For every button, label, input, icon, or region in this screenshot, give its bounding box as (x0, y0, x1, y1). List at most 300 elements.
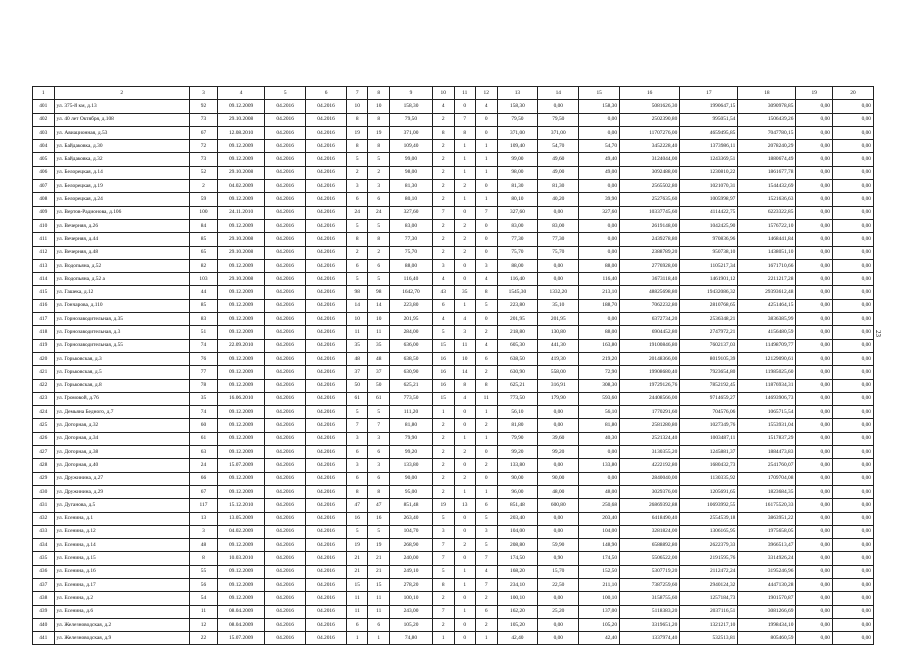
table-cell: 04.2016 (306, 565, 347, 578)
table-cell: 09.12.2009 (217, 432, 264, 445)
table-cell: 13 (454, 499, 476, 512)
table-cell: 7062232,80 (620, 299, 680, 312)
table-cell: 2439278,80 (620, 233, 680, 246)
table-cell: 1 (454, 153, 476, 166)
table-cell: 0,00 (796, 339, 833, 352)
table-cell: 105,20 (497, 618, 538, 631)
table-cell: 61 (346, 392, 368, 405)
table-cell: 3 (190, 525, 218, 538)
table-cell: ул. Белорецкая, д.19 (54, 180, 190, 193)
table-cell: 04.2016 (265, 219, 306, 232)
table-cell: 0,00 (832, 472, 873, 485)
table-cell: 371,00 (389, 126, 432, 139)
table-cell: 35 (454, 286, 476, 299)
table-cell: 5 (476, 512, 498, 525)
table-cell: 56,10 (497, 406, 538, 419)
table-cell: 308,30 (579, 379, 620, 392)
table-cell: 10.03.2010 (217, 552, 264, 565)
table-cell: ул. Демьяна Бедного, д.7 (54, 406, 190, 419)
table-cell: 0,00 (832, 193, 873, 206)
table-cell: 439 (33, 605, 55, 618)
table-cell: 429 (33, 472, 55, 485)
table-cell: ул. Вечерняя, д.44 (54, 233, 190, 246)
table-cell: 0,00 (832, 219, 873, 232)
table-cell: 8 (476, 379, 498, 392)
table-cell: 77,30 (538, 233, 579, 246)
table-cell: 09.12.2009 (217, 379, 264, 392)
table-cell: 09.12.2009 (217, 485, 264, 498)
table-cell: 416 (33, 299, 55, 312)
table-cell: 0,00 (538, 419, 579, 432)
table-cell: 1671710,66 (738, 259, 796, 272)
table-row (33, 153, 874, 166)
table-cell: 1506439,26 (738, 113, 796, 126)
table-cell: 203,40 (497, 512, 538, 525)
table-cell: 09.12.2009 (217, 565, 264, 578)
table-cell: 79,50 (389, 113, 432, 126)
table-cell: 3090978,85 (738, 100, 796, 113)
table-cell: 437 (33, 578, 55, 591)
table-cell: 55 (190, 565, 218, 578)
table-cell: 1230810,22 (680, 166, 738, 179)
table-cell: 2 (433, 618, 455, 631)
table-cell: 09.12.2009 (217, 472, 264, 485)
column-header: 16 (620, 87, 680, 100)
table-cell: 2 (454, 219, 476, 232)
table-cell: 1901570,87 (738, 592, 796, 605)
table-cell: 0,00 (796, 180, 833, 193)
table-cell: 2 (433, 140, 455, 153)
table-cell: 415 (33, 286, 55, 299)
column-header: 12 (476, 87, 498, 100)
table-cell: 1 (368, 632, 390, 645)
table-cell: 408 (33, 193, 55, 206)
table-cell: 19 (346, 126, 368, 139)
table-cell: 1 (346, 632, 368, 645)
table-row (33, 206, 874, 219)
table-cell: 404 (33, 140, 55, 153)
table-cell: 413 (33, 259, 55, 272)
table-cell: 6 (368, 618, 390, 631)
table-cell: 09.12.2009 (217, 592, 264, 605)
table-cell: 0 (454, 406, 476, 419)
table-cell: 0,00 (796, 206, 833, 219)
table-cell: 1003487,11 (680, 432, 738, 445)
table-row (33, 352, 874, 365)
table-cell: 4 (433, 100, 455, 113)
table-cell: 425 (33, 419, 55, 432)
table-cell: 2527635,60 (620, 193, 680, 206)
table-cell: 1680432,73 (680, 459, 738, 472)
table-cell: 0,00 (538, 206, 579, 219)
table-cell: 2747972,21 (680, 326, 738, 339)
table-cell: 04.2016 (306, 406, 347, 419)
table-cell: 0,00 (796, 233, 833, 246)
table-cell: 0,00 (832, 459, 873, 472)
table-cell: 2 (476, 618, 498, 631)
table-cell: 438 (33, 592, 55, 605)
table-cell: 04.2016 (265, 126, 306, 139)
table-cell: 0 (476, 246, 498, 259)
table-cell: 19729126,76 (620, 379, 680, 392)
table-cell: 208,80 (497, 539, 538, 552)
table-cell: 6588892,80 (620, 539, 680, 552)
table-cell: 2 (433, 113, 455, 126)
table-row (33, 286, 874, 299)
table-cell: ул. Дуганова, д.5 (54, 499, 190, 512)
table-cell: 158,30 (497, 100, 538, 113)
table-cell: 8 (368, 113, 390, 126)
table-cell: 52 (190, 166, 218, 179)
table-row (33, 432, 874, 445)
table-cell: 15 (433, 392, 455, 405)
table-cell: 0,00 (796, 539, 833, 552)
table-cell: 1306165,95 (680, 525, 738, 538)
table-cell: 1 (433, 406, 455, 419)
table-row (33, 618, 874, 631)
table-cell: 09.12.2009 (217, 352, 264, 365)
table-cell: 11985025,60 (738, 366, 796, 379)
table-cell: 04.2016 (306, 379, 347, 392)
table-row (33, 605, 874, 618)
table-cell: ул. Гончарова, д.110 (54, 299, 190, 312)
table-cell: 3 (433, 525, 455, 538)
table-cell: ул. Вертов-Радионова, д.106 (54, 206, 190, 219)
table-cell: 4 (454, 392, 476, 405)
column-header: 17 (680, 87, 738, 100)
table-cell: 371,00 (538, 126, 579, 139)
table-cell: 04.2016 (306, 632, 347, 645)
table-cell: 411 (33, 233, 55, 246)
table-cell: 83,00 (538, 219, 579, 232)
table-cell: 7 (433, 206, 455, 219)
table-cell: 0 (454, 632, 476, 645)
table-cell: 04.2016 (306, 100, 347, 113)
table-cell: 98,00 (389, 166, 432, 179)
table-cell: 223,80 (389, 299, 432, 312)
table-cell: 15 (433, 339, 455, 352)
table-cell: 0 (454, 100, 476, 113)
table-cell: 67 (190, 485, 218, 498)
table-cell: 213,10 (579, 286, 620, 299)
table-cell: 532513,81 (680, 632, 738, 645)
table-cell: 0 (476, 180, 498, 193)
table-cell: 25,20 (538, 605, 579, 618)
table-cell: 67 (190, 126, 218, 139)
table-cell: 0,00 (832, 485, 873, 498)
table-cell: 14 (454, 366, 476, 379)
table-cell: 3 (346, 459, 368, 472)
table-cell: 636,00 (389, 339, 432, 352)
table-cell: 47 (346, 499, 368, 512)
table-cell: 316,91 (538, 379, 579, 392)
table-cell: 0,00 (796, 126, 833, 139)
table-cell: 5 (368, 525, 390, 538)
table-cell: 5 (476, 299, 498, 312)
table-row (33, 140, 874, 153)
table-cell: 04.2016 (306, 618, 347, 631)
table-cell: 04.2016 (306, 166, 347, 179)
table-cell: 2 (190, 180, 218, 193)
data-table (32, 86, 874, 645)
table-cell: 263,40 (389, 512, 432, 525)
table-cell: 04.2016 (265, 565, 306, 578)
table-cell: 04.2016 (265, 366, 306, 379)
table-cell: 92 (190, 100, 218, 113)
table-cell: 8 (368, 233, 390, 246)
table-cell: 19 (368, 539, 390, 552)
table-cell: 424 (33, 406, 55, 419)
table-cell: 0,00 (538, 273, 579, 286)
table-cell: 0,00 (832, 113, 873, 126)
table-cell: 0,00 (796, 512, 833, 525)
table-cell: 24.11.2010 (217, 206, 264, 219)
table-cell: 10 (346, 100, 368, 113)
table-cell: 638,50 (389, 352, 432, 365)
table-cell: 0,00 (796, 432, 833, 445)
table-cell: 0 (476, 313, 498, 326)
table-cell: 163,80 (579, 339, 620, 352)
table-cell: 152,50 (579, 565, 620, 578)
table-cell: 7 (433, 552, 455, 565)
table-cell: 50 (346, 379, 368, 392)
table-cell: 90,00 (389, 472, 432, 485)
table-row (33, 113, 874, 126)
table-cell: 240,00 (389, 552, 432, 565)
table-cell: 6 (368, 259, 390, 272)
table-cell: 20148366,00 (620, 352, 680, 365)
table-cell: 5 (368, 153, 390, 166)
table-cell: 09.12.2009 (217, 286, 264, 299)
table-cell: 851,48 (389, 499, 432, 512)
table-cell: 100 (190, 206, 218, 219)
table-cell: 2 (454, 446, 476, 459)
table-cell: 19 (433, 499, 455, 512)
table-cell: 11 (346, 592, 368, 605)
table-cell: 2388789,20 (620, 246, 680, 259)
table-cell: 09.12.2009 (217, 326, 264, 339)
table-cell: 0,00 (796, 166, 833, 179)
column-header: 3 (190, 87, 218, 100)
table-cell: 04.2016 (306, 352, 347, 365)
table-cell: 0,00 (796, 193, 833, 206)
table-cell: 22.09.2010 (217, 339, 264, 352)
table-cell: 79,50 (538, 113, 579, 126)
table-cell: 5506522,00 (620, 552, 680, 565)
table-cell: 433 (33, 525, 55, 538)
table-cell: 558,00 (538, 366, 579, 379)
table-cell: 2541760,07 (738, 459, 796, 472)
table-cell: 5 (368, 273, 390, 286)
table-cell: 0,00 (538, 406, 579, 419)
table-cell: 04.2016 (306, 326, 347, 339)
table-cell: 0,00 (796, 446, 833, 459)
table-cell: 35 (346, 339, 368, 352)
table-cell: 3966513,47 (738, 539, 796, 552)
table-cell: 1 (454, 193, 476, 206)
table-cell: 7 (476, 578, 498, 591)
table-cell: 48 (368, 352, 390, 365)
table-cell: 08.04.2009 (217, 618, 264, 631)
table-cell: 0,00 (832, 565, 873, 578)
table-row (33, 259, 874, 272)
table-cell: 5 (346, 153, 368, 166)
table-header-row (33, 87, 874, 100)
table-cell: 19 (368, 126, 390, 139)
table-cell: 78 (190, 379, 218, 392)
table-cell: 6 (346, 193, 368, 206)
table-cell: 0,00 (796, 578, 833, 591)
table-cell: 8 (368, 140, 390, 153)
table-cell: 105,20 (579, 618, 620, 631)
table-cell: 19432086,32 (680, 286, 738, 299)
table-cell: 0,00 (832, 246, 873, 259)
table-cell: ул. Железноводская, д.9 (54, 632, 190, 645)
table-cell: 1990647,15 (680, 100, 738, 113)
table-cell: 4659495,85 (680, 126, 738, 139)
table-cell: 1021070,31 (680, 180, 738, 193)
table-cell: 04.2016 (265, 552, 306, 565)
table-cell: 638,50 (497, 352, 538, 365)
table-cell: 8 (454, 126, 476, 139)
table-cell: 04.2016 (306, 578, 347, 591)
table-row (33, 499, 874, 512)
table-cell: 04.2016 (306, 485, 347, 498)
table-cell: 0,00 (796, 472, 833, 485)
table-cell: ул. Авиационная, д.53 (54, 126, 190, 139)
table-cell: 2521324,40 (620, 432, 680, 445)
table-cell: 04.2016 (306, 432, 347, 445)
table-cell: 1861677,78 (738, 166, 796, 179)
table-cell: 3452228,40 (620, 140, 680, 153)
table-cell: 13.05.2009 (217, 512, 264, 525)
table-cell: 85 (190, 233, 218, 246)
table-cell: 1105217,34 (680, 259, 738, 272)
table-cell: 6 (368, 193, 390, 206)
table-cell: 88,00 (497, 259, 538, 272)
table-cell: 04.2016 (306, 273, 347, 286)
table-cell: 116,40 (579, 273, 620, 286)
table-cell: 1521636,63 (738, 193, 796, 206)
table-cell: 2502390,80 (620, 113, 680, 126)
table-cell: 1438051,10 (738, 246, 796, 259)
table-cell: ул. 375-й км, д.13 (54, 100, 190, 113)
table-cell: 5307719,20 (620, 565, 680, 578)
table-cell: 83 (190, 313, 218, 326)
table-cell: 16.06.2010 (217, 392, 264, 405)
table-cell: 37 (368, 366, 390, 379)
table-cell: 0,00 (832, 259, 873, 272)
table-cell: 66 (190, 472, 218, 485)
table-cell: 0,00 (832, 100, 873, 113)
table-row (33, 406, 874, 419)
table-cell: 04.2016 (306, 459, 347, 472)
table-cell: 42,40 (497, 632, 538, 645)
table-cell: 203,40 (579, 512, 620, 525)
table-cell: 04.2016 (306, 113, 347, 126)
table-cell: 10693992,55 (680, 499, 738, 512)
table-cell: 148,90 (579, 539, 620, 552)
table-cell: 74 (190, 339, 218, 352)
table-cell: 29.10.2008 (217, 166, 264, 179)
table-cell: 4447130,28 (738, 578, 796, 591)
table-cell: 04.2016 (265, 313, 306, 326)
table-cell: 82 (190, 259, 218, 272)
table-cell: 0,00 (796, 366, 833, 379)
table-cell: 250,68 (579, 499, 620, 512)
table-cell: 431 (33, 499, 55, 512)
table-cell: 0,00 (796, 273, 833, 286)
table-cell: 2078240,29 (738, 140, 796, 153)
table-cell: 133,80 (579, 459, 620, 472)
table-cell: 95,00 (389, 485, 432, 498)
column-header: 18 (738, 87, 796, 100)
table-cell: 3124044,00 (620, 153, 680, 166)
table-cell: 0 (476, 472, 498, 485)
table-cell: 5 (433, 565, 455, 578)
table-cell: 6 (346, 618, 368, 631)
table-cell: 1 (476, 406, 498, 419)
table-cell: 21 (346, 552, 368, 565)
table-cell: ул. Доторная, д.32 (54, 419, 190, 432)
table-row (33, 126, 874, 139)
table-cell: 04.2016 (265, 592, 306, 605)
table-cell: 49,40 (579, 153, 620, 166)
table-cell: 109,40 (497, 140, 538, 153)
table-cell: 12 (190, 618, 218, 631)
table-cell: 4156480,59 (738, 326, 796, 339)
table-cell: ул. Есенина, д.12 (54, 525, 190, 538)
table-cell: 73 (190, 153, 218, 166)
table-cell: 0,00 (796, 419, 833, 432)
table-cell: 90,00 (538, 472, 579, 485)
table-cell: 417 (33, 313, 55, 326)
table-cell: 3195246,96 (738, 565, 796, 578)
table-cell: 04.2016 (306, 219, 347, 232)
table-cell: 48 (190, 539, 218, 552)
table-cell: 5 (433, 512, 455, 525)
column-header: 11 (454, 87, 476, 100)
table-cell: 21 (368, 552, 390, 565)
table-cell: 201,95 (497, 313, 538, 326)
column-header: 15 (579, 87, 620, 100)
table-cell: 0,00 (832, 379, 873, 392)
table-cell: 1 (433, 632, 455, 645)
table-cell: 09.12.2009 (217, 219, 264, 232)
table-cell: 04.2016 (265, 273, 306, 286)
table-cell: 6223322,85 (738, 206, 796, 219)
table-cell: 625,21 (497, 379, 538, 392)
column-header: 5 (265, 87, 306, 100)
column-header: 8 (368, 87, 390, 100)
table-cell: 10 (368, 313, 390, 326)
table-cell: 0,00 (796, 246, 833, 259)
table-cell: 16 (433, 379, 455, 392)
table-cell: 43 (433, 286, 455, 299)
table-cell: 04.2016 (306, 499, 347, 512)
table-cell: 39,60 (538, 432, 579, 445)
table-cell: 6904452,80 (620, 326, 680, 339)
table-cell: 40,20 (538, 193, 579, 206)
table-cell: 4 (476, 273, 498, 286)
table-cell: 3 (368, 180, 390, 193)
table-cell: 1373986,11 (680, 140, 738, 153)
table-cell: 0,00 (796, 113, 833, 126)
table-cell: 6 (368, 446, 390, 459)
table-cell: 15.07.2009 (217, 459, 264, 472)
table-cell: 130,80 (538, 326, 579, 339)
table-cell: 0,00 (832, 552, 873, 565)
